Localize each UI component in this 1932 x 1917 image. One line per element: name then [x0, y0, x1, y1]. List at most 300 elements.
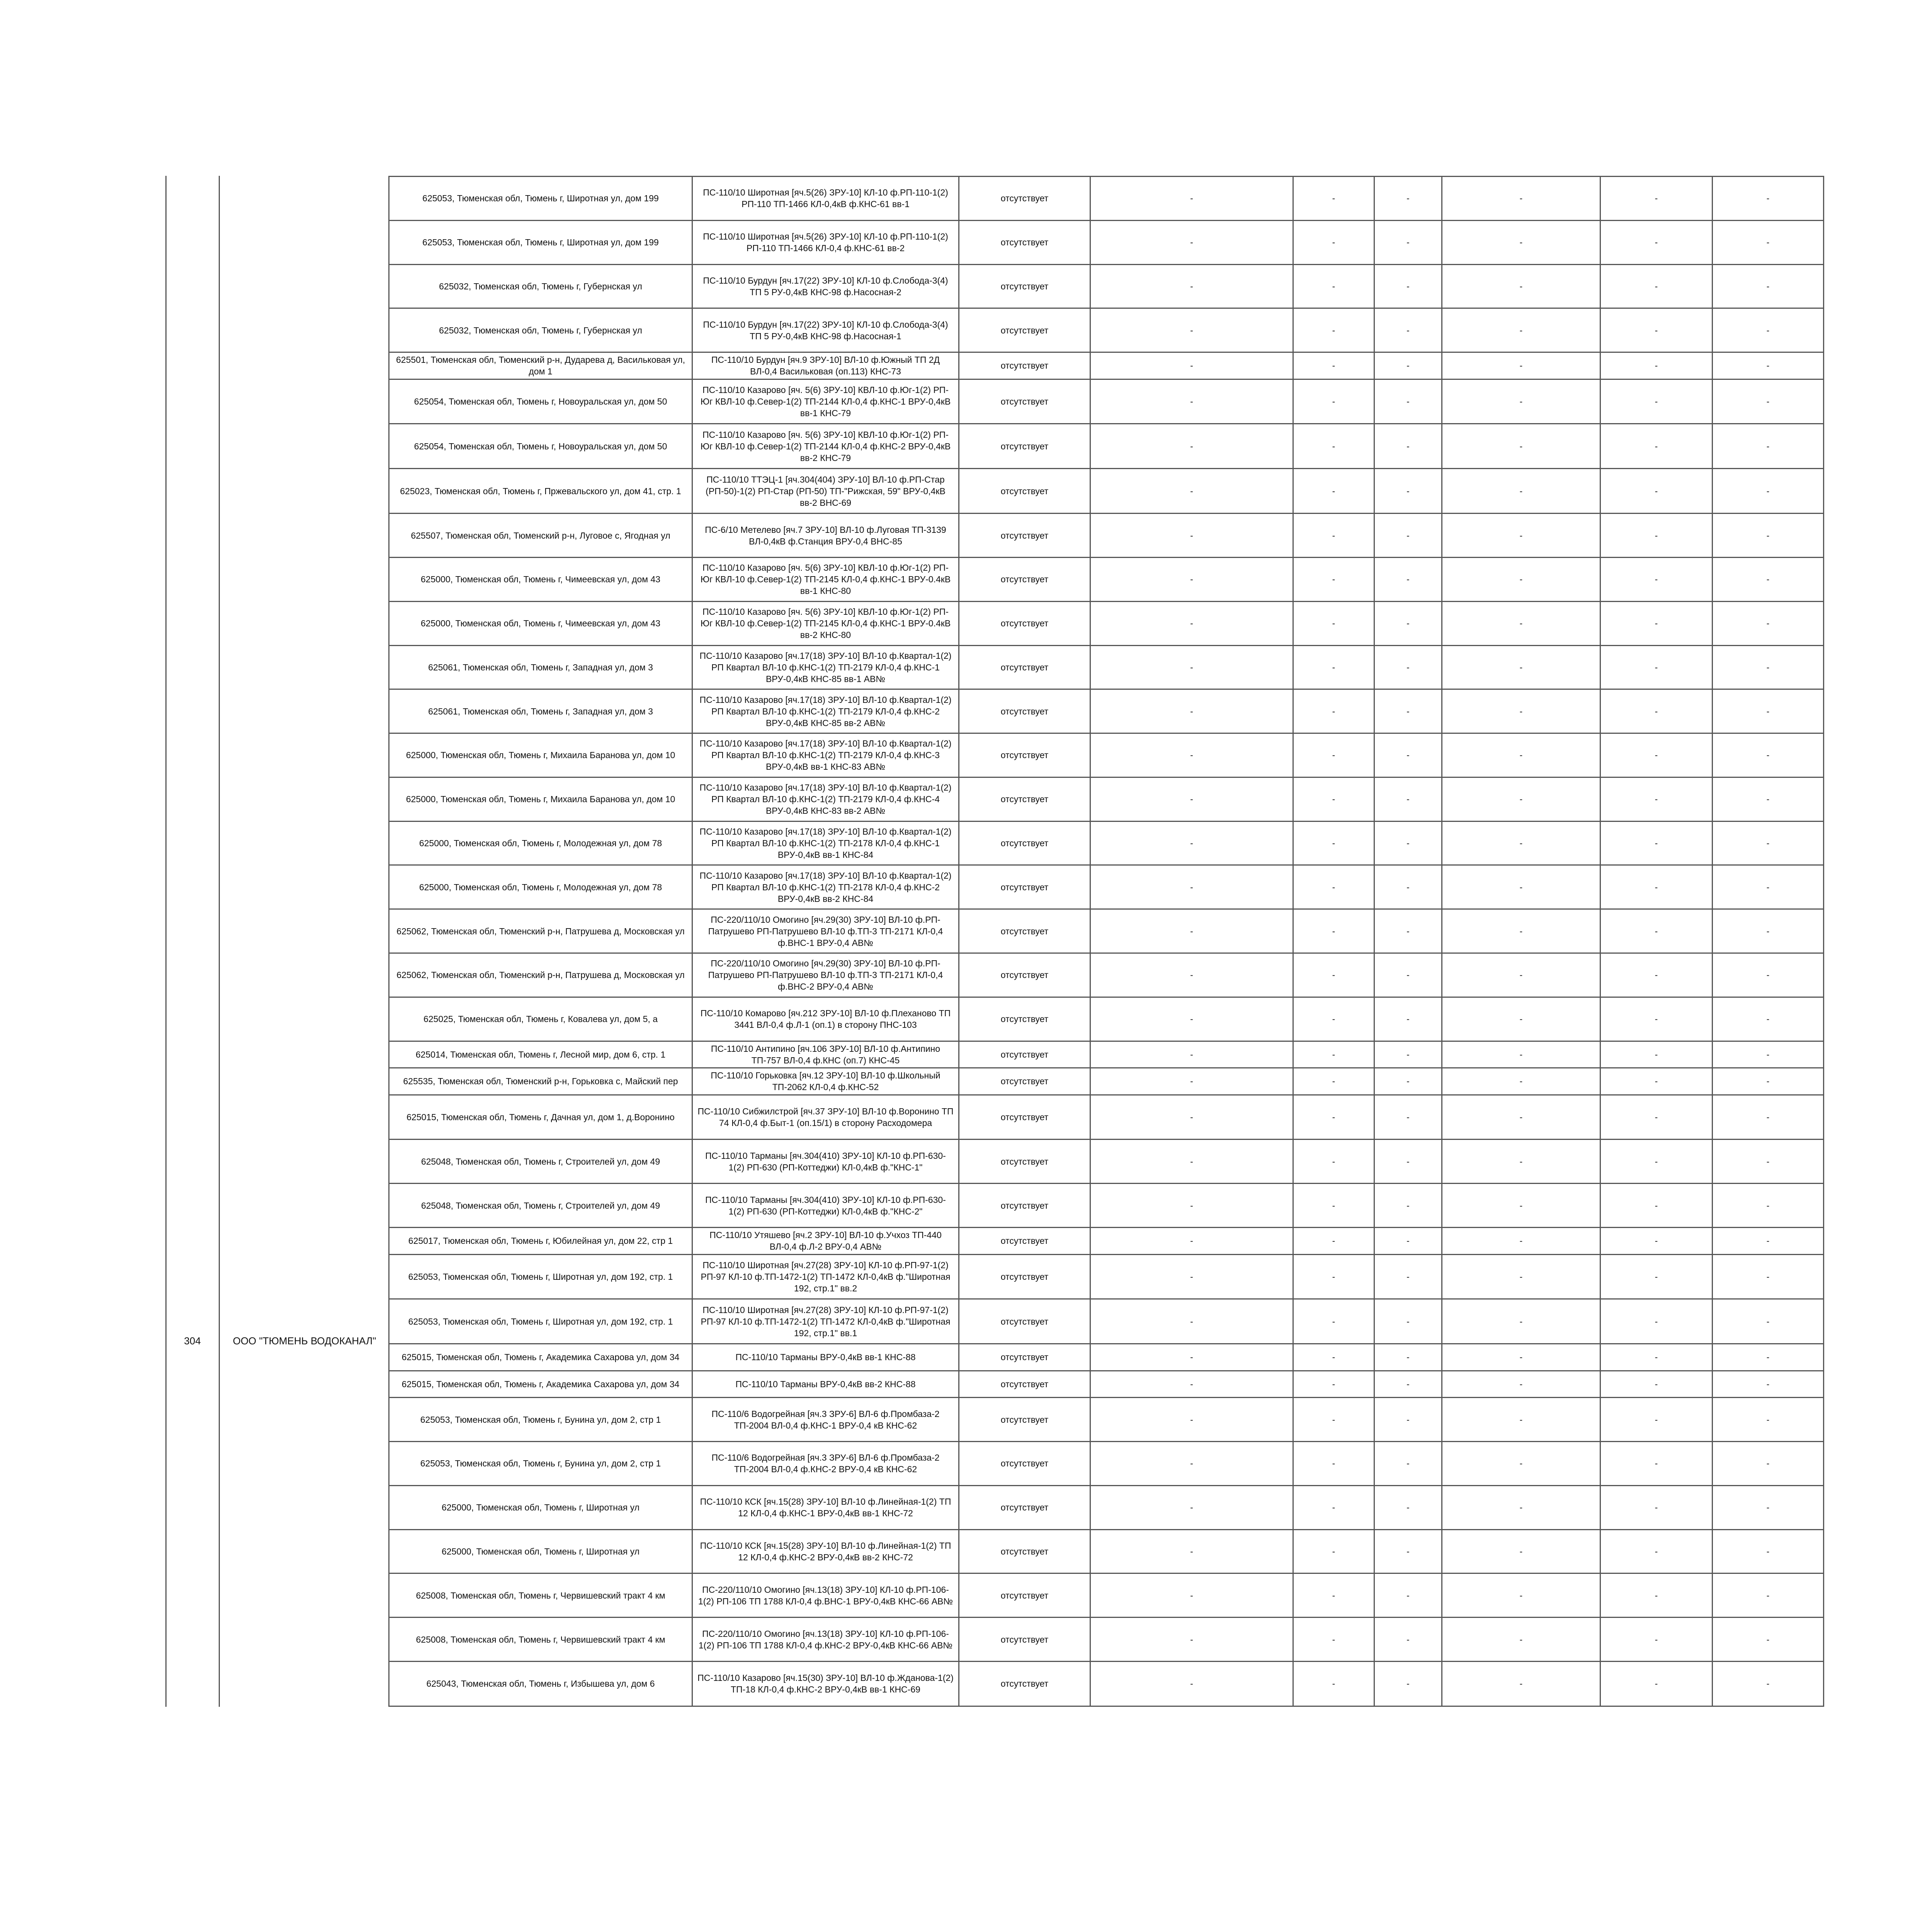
status-cell: отсутствует: [959, 909, 1090, 953]
empty-value-cell: -: [1442, 645, 1600, 689]
status-cell: отсутствует: [959, 1228, 1090, 1254]
connection-cell: ПС-110/10 Казарово [яч.17(18) ЗРУ-10] ВЛ-10 ф.Квартал-1(2) РП Квартал ВЛ-10 ф.КНС-1(2) ТП-2179 КЛ-0,4 ф.КНС-4 ВРУ-0,4кВ КНС-83 вв-2 АВ№: [692, 777, 959, 821]
empty-value-cell: -: [1442, 1095, 1600, 1140]
address-cell: 625501, Тюменская обл, Тюменский р-н, Дударева д, Васильковая ул, дом 1: [389, 352, 692, 379]
empty-value-cell: -: [1374, 1068, 1442, 1095]
connection-cell: ПС-110/10 Казарово [яч. 5(6) ЗРУ-10] КВЛ-10 ф.Юг-1(2) РП-Юг КВЛ-10 ф.Север-1(2) ТП-2144 КЛ-0,4 ф.КНС-2 ВРУ-0,4кВ вв-2 КНС-79: [692, 424, 959, 469]
connection-cell: ПС-110/6 Водогрейная [яч.3 ЗРУ-6] ВЛ-6 ф.Промбаза-2 ТП-2004 ВЛ-0,4 ф.КНС-2 ВРУ-0,4 кВ КНС-62: [692, 1441, 959, 1485]
empty-value-cell: -: [1090, 514, 1293, 558]
table-body: [389, 177, 1824, 1706]
empty-value-cell: -: [1374, 379, 1442, 424]
empty-value-cell: -: [1293, 1371, 1374, 1397]
connection-cell: ПС-110/10 Широтная [яч.5(26) ЗРУ-10] КЛ-10 ф.РП-110-1(2) РП-110 ТП-1466 КЛ-0,4кВ ф.КНС-61 вв-1: [692, 177, 959, 221]
connection-cell: ПС-110/10 Тарманы ВРУ-0,4кВ вв-2 КНС-88: [692, 1371, 959, 1397]
empty-value-cell: -: [1442, 1184, 1600, 1228]
empty-value-cell: -: [1293, 352, 1374, 379]
empty-value-cell: -: [1090, 1618, 1293, 1662]
empty-value-cell: -: [1713, 1254, 1824, 1299]
empty-value-cell: -: [1442, 1661, 1600, 1706]
table-row: [389, 1485, 1824, 1529]
table-row: [389, 1184, 1824, 1228]
empty-value-cell: -: [1374, 1184, 1442, 1228]
empty-value-cell: -: [1442, 1254, 1600, 1299]
status-cell: отсутствует: [959, 689, 1090, 733]
empty-value-cell: -: [1713, 1041, 1824, 1068]
empty-value-cell: -: [1293, 1398, 1374, 1442]
empty-value-cell: -: [1293, 865, 1374, 909]
empty-value-cell: -: [1090, 1344, 1293, 1371]
empty-value-cell: -: [1293, 733, 1374, 777]
empty-value-cell: -: [1090, 424, 1293, 469]
address-cell: 625061, Тюменская обл, Тюмень г, Западная ул, дом 3: [389, 689, 692, 733]
empty-value-cell: -: [1442, 777, 1600, 821]
empty-value-cell: -: [1713, 1140, 1824, 1184]
empty-value-cell: -: [1374, 1041, 1442, 1068]
status-cell: отсутствует: [959, 1140, 1090, 1184]
empty-value-cell: -: [1442, 1618, 1600, 1662]
connection-cell: ПС-110/10 Казарово [яч.15(30) ЗРУ-10] ВЛ-10 ф.Жданова-1(2) ТП-18 КЛ-0,4 ф.КНС-2 ВРУ-0,4кВ вв-1 КНС-69: [692, 1661, 959, 1706]
empty-value-cell: -: [1442, 953, 1600, 997]
table-row: [389, 1573, 1824, 1618]
table-row: [389, 1441, 1824, 1485]
address-cell: 625062, Тюменская обл, Тюменский р-н, Патрушева д, Московская ул: [389, 909, 692, 953]
connection-cell: ПС-110/10 Тарманы [яч.304(410) ЗРУ-10] КЛ-10 ф.РП-630-1(2) РП-630 (РП-Коттеджи) КЛ-0,4кВ ф."КНС-1": [692, 1140, 959, 1184]
empty-value-cell: -: [1600, 424, 1713, 469]
empty-value-cell: -: [1374, 264, 1442, 308]
empty-value-cell: -: [1442, 1299, 1600, 1344]
connection-cell: ПС-110/10 Широтная [яч.5(26) ЗРУ-10] КЛ-10 ф.РП-110-1(2) РП-110 ТП-1466 КЛ-0,4 ф.КНС-61 вв-2: [692, 220, 959, 264]
address-cell: 625053, Тюменская обл, Тюмень г, Широтная ул, дом 192, стр. 1: [389, 1299, 692, 1344]
empty-value-cell: -: [1090, 953, 1293, 997]
status-cell: отсутствует: [959, 1661, 1090, 1706]
empty-value-cell: -: [1090, 777, 1293, 821]
empty-value-cell: -: [1713, 909, 1824, 953]
empty-value-cell: -: [1090, 379, 1293, 424]
table-row: [389, 220, 1824, 264]
empty-value-cell: -: [1090, 1661, 1293, 1706]
table-row: [389, 469, 1824, 514]
empty-value-cell: -: [1600, 1254, 1713, 1299]
left-border-line-1: [165, 176, 167, 1707]
empty-value-cell: -: [1600, 689, 1713, 733]
connection-cell: ПС-110/10 Комарово [яч.212 ЗРУ-10] ВЛ-10 ф.Плеханово ТП 3441 ВЛ-0,4 ф.Л-1 (оп.1) в сторону ПНС-103: [692, 997, 959, 1041]
status-cell: отсутствует: [959, 777, 1090, 821]
status-cell: отсутствует: [959, 264, 1090, 308]
empty-value-cell: -: [1374, 1485, 1442, 1529]
address-cell: 625000, Тюменская обл, Тюмень г, Широтная ул: [389, 1485, 692, 1529]
empty-value-cell: -: [1374, 865, 1442, 909]
address-cell: 625017, Тюменская обл, Тюмень г, Юбилейная ул, дом 22, стр 1: [389, 1228, 692, 1254]
empty-value-cell: -: [1442, 469, 1600, 514]
connection-cell: ПС-110/10 КСК [яч.15(28) ЗРУ-10] ВЛ-10 ф.Линейная-1(2) ТП 12 КЛ-0,4 ф.КНС-2 ВРУ-0,4кВ вв-2 КНС-72: [692, 1529, 959, 1573]
connection-cell: ПС-110/10 Сибжилстрой [яч.37 ЗРУ-10] ВЛ-10 ф.Воронино ТП 74 КЛ-0,4 ф.Быт-1 (оп.15/1) в сторону Расходомера: [692, 1095, 959, 1140]
status-cell: отсутствует: [959, 1041, 1090, 1068]
address-cell: 625008, Тюменская обл, Тюмень г, Червишевский тракт 4 км: [389, 1618, 692, 1662]
table-row: [389, 352, 1824, 379]
empty-value-cell: -: [1293, 1228, 1374, 1254]
empty-value-cell: -: [1374, 1299, 1442, 1344]
connection-cell: ПС-110/10 Казарово [яч. 5(6) ЗРУ-10] КВЛ-10 ф.Юг-1(2) РП-Юг КВЛ-10 ф.Север-1(2) ТП-2145 КЛ-0,4 ф.КНС-1 ВРУ-0.4кВ вв-2 КНС-80: [692, 601, 959, 645]
table-row: [389, 1068, 1824, 1095]
table-row: [389, 1140, 1824, 1184]
connection-cell: ПС-110/10 Казарово [яч.17(18) ЗРУ-10] ВЛ-10 ф.Квартал-1(2) РП Квартал ВЛ-10 ф.КНС-1(2) ТП-2179 КЛ-0,4 ф.КНС-3 ВРУ-0,4кВ вв-1 КНС-83 АВ№: [692, 733, 959, 777]
empty-value-cell: -: [1090, 264, 1293, 308]
empty-value-cell: -: [1293, 909, 1374, 953]
empty-value-cell: -: [1293, 821, 1374, 865]
empty-value-cell: -: [1293, 1618, 1374, 1662]
table-row: [389, 1254, 1824, 1299]
connection-cell: ПС-110/10 Бурдун [яч.17(22) ЗРУ-10] КЛ-10 ф.Слобода-3(4) ТП 5 РУ-0,4кВ КНС-98 ф.Насосная-2: [692, 264, 959, 308]
table-row: [389, 1661, 1824, 1706]
empty-value-cell: -: [1600, 997, 1713, 1041]
status-cell: отсутствует: [959, 953, 1090, 997]
address-cell: 625000, Тюменская обл, Тюмень г, Чимеевская ул, дом 43: [389, 601, 692, 645]
empty-value-cell: -: [1600, 777, 1713, 821]
connection-cell: ПС-110/10 КСК [яч.15(28) ЗРУ-10] ВЛ-10 ф.Линейная-1(2) ТП 12 КЛ-0,4 ф.КНС-1 ВРУ-0,4кВ вв-1 КНС-72: [692, 1485, 959, 1529]
table-row: [389, 689, 1824, 733]
table-row: [389, 557, 1824, 601]
empty-value-cell: -: [1090, 220, 1293, 264]
empty-value-cell: -: [1293, 953, 1374, 997]
status-cell: отсутствует: [959, 1095, 1090, 1140]
address-cell: 625008, Тюменская обл, Тюмень г, Червишевский тракт 4 км: [389, 1573, 692, 1618]
connection-cell: ПС-110/10 Казарово [яч.17(18) ЗРУ-10] ВЛ-10 ф.Квартал-1(2) РП Квартал ВЛ-10 ф.КНС-1(2) ТП-2178 КЛ-0,4 ф.КНС-2 ВРУ-0,4кВ вв-2 КНС-84: [692, 865, 959, 909]
empty-value-cell: -: [1713, 1661, 1824, 1706]
empty-value-cell: -: [1293, 997, 1374, 1041]
left-border-line-2: [219, 176, 220, 1707]
empty-value-cell: -: [1713, 1398, 1824, 1442]
empty-value-cell: -: [1374, 1529, 1442, 1573]
status-cell: отсутствует: [959, 865, 1090, 909]
connection-cell: ПС-220/110/10 Омогино [яч.13(18) ЗРУ-10] КЛ-10 ф.РП-106-1(2) РП-106 ТП 1788 КЛ-0,4 ф.КНС-2 ВРУ-0,4кВ КНС-66 АВ№: [692, 1618, 959, 1662]
empty-value-cell: -: [1293, 177, 1374, 221]
empty-value-cell: -: [1600, 352, 1713, 379]
empty-value-cell: -: [1442, 821, 1600, 865]
empty-value-cell: -: [1293, 264, 1374, 308]
table-row: [389, 514, 1824, 558]
empty-value-cell: -: [1600, 909, 1713, 953]
address-cell: 625000, Тюменская обл, Тюмень г, Михаила Баранова ул, дом 10: [389, 733, 692, 777]
empty-value-cell: -: [1600, 514, 1713, 558]
empty-value-cell: -: [1713, 1184, 1824, 1228]
empty-value-cell: -: [1442, 379, 1600, 424]
empty-value-cell: -: [1293, 1485, 1374, 1529]
empty-value-cell: -: [1374, 821, 1442, 865]
empty-value-cell: -: [1374, 469, 1442, 514]
empty-value-cell: -: [1374, 1254, 1442, 1299]
empty-value-cell: -: [1713, 777, 1824, 821]
empty-value-cell: -: [1090, 1299, 1293, 1344]
empty-value-cell: -: [1374, 601, 1442, 645]
empty-value-cell: -: [1600, 469, 1713, 514]
status-cell: отсутствует: [959, 1299, 1090, 1344]
empty-value-cell: -: [1442, 177, 1600, 221]
status-cell: отсутствует: [959, 1441, 1090, 1485]
empty-value-cell: -: [1293, 514, 1374, 558]
empty-value-cell: -: [1713, 645, 1824, 689]
empty-value-cell: -: [1713, 733, 1824, 777]
table-row: [389, 1398, 1824, 1442]
empty-value-cell: -: [1374, 1398, 1442, 1442]
empty-value-cell: -: [1293, 220, 1374, 264]
empty-value-cell: -: [1293, 557, 1374, 601]
address-cell: 625000, Тюменская обл, Тюмень г, Чимеевская ул, дом 43: [389, 557, 692, 601]
connection-cell: ПС-220/110/10 Омогино [яч.29(30) ЗРУ-10] ВЛ-10 ф.РП-Патрушево РП-Патрушево ВЛ-10 ф.ТП-3 ТП-2171 КЛ-0,4 ф.ВНС-2 ВРУ-0,4 АВ№: [692, 953, 959, 997]
connection-cell: ПС-110/10 Казарово [яч.17(18) ЗРУ-10] ВЛ-10 ф.Квартал-1(2) РП Квартал ВЛ-10 ф.КНС-1(2) ТП-2179 КЛ-0,4 ф.КНС-2 ВРУ-0,4кВ КНС-85 вв-2 АВ№: [692, 689, 959, 733]
empty-value-cell: -: [1374, 514, 1442, 558]
status-cell: отсутствует: [959, 352, 1090, 379]
empty-value-cell: -: [1713, 997, 1824, 1041]
empty-value-cell: -: [1090, 909, 1293, 953]
empty-value-cell: -: [1600, 1398, 1713, 1442]
status-cell: отсутствует: [959, 821, 1090, 865]
address-cell: 625025, Тюменская обл, Тюмень г, Ковалева ул, дом 5, а: [389, 997, 692, 1041]
empty-value-cell: -: [1293, 1441, 1374, 1485]
address-cell: 625014, Тюменская обл, Тюмень г, Лесной мир, дом 6, стр. 1: [389, 1041, 692, 1068]
empty-value-cell: -: [1090, 865, 1293, 909]
connection-cell: ПС-110/10 Казарово [яч. 5(6) ЗРУ-10] КВЛ-10 ф.Юг-1(2) РП-Юг КВЛ-10 ф.Север-1(2) ТП-2145 КЛ-0,4 ф.КНС-1 ВРУ-0.4кВ вв-1 КНС-80: [692, 557, 959, 601]
empty-value-cell: -: [1442, 1140, 1600, 1184]
empty-value-cell: -: [1600, 953, 1713, 997]
status-cell: отсутствует: [959, 1344, 1090, 1371]
empty-value-cell: -: [1713, 220, 1824, 264]
table-row: [389, 865, 1824, 909]
empty-value-cell: -: [1600, 1485, 1713, 1529]
empty-value-cell: -: [1374, 1371, 1442, 1397]
address-cell: 625048, Тюменская обл, Тюмень г, Строителей ул, дом 49: [389, 1184, 692, 1228]
empty-value-cell: -: [1442, 909, 1600, 953]
address-cell: 625053, Тюменская обл, Тюмень г, Широтная ул, дом 199: [389, 177, 692, 221]
status-cell: отсутствует: [959, 1068, 1090, 1095]
table-row: [389, 1371, 1824, 1397]
table-row: [389, 264, 1824, 308]
empty-value-cell: -: [1442, 308, 1600, 352]
empty-value-cell: -: [1713, 1573, 1824, 1618]
connection-cell: ПС-110/10 Казарово [яч.17(18) ЗРУ-10] ВЛ-10 ф.Квартал-1(2) РП Квартал ВЛ-10 ф.КНС-1(2) ТП-2178 КЛ-0,4 ф.КНС-1 ВРУ-0,4кВ вв-1 КНС-84: [692, 821, 959, 865]
empty-value-cell: -: [1600, 1299, 1713, 1344]
empty-value-cell: -: [1293, 689, 1374, 733]
empty-value-cell: -: [1713, 177, 1824, 221]
table-row: [389, 601, 1824, 645]
empty-value-cell: -: [1600, 1068, 1713, 1095]
empty-value-cell: -: [1442, 1441, 1600, 1485]
connection-cell: ПС-110/10 Казарово [яч. 5(6) ЗРУ-10] КВЛ-10 ф.Юг-1(2) РП-Юг КВЛ-10 ф.Север-1(2) ТП-2144 КЛ-0,4 ф.КНС-1 ВРУ-0,4кВ вв-1 КНС-79: [692, 379, 959, 424]
address-cell: 625043, Тюменская обл, Тюмень г, Избышева ул, дом 6: [389, 1661, 692, 1706]
empty-value-cell: -: [1713, 1485, 1824, 1529]
connection-cell: ПС-6/10 Метелево [яч.7 ЗРУ-10] ВЛ-10 ф.Луговая ТП-3139 ВЛ-0,4кВ ф.Станция ВРУ-0,4 ВНС-85: [692, 514, 959, 558]
empty-value-cell: -: [1600, 557, 1713, 601]
empty-value-cell: -: [1090, 1398, 1293, 1442]
empty-value-cell: -: [1442, 1041, 1600, 1068]
status-cell: отсутствует: [959, 1529, 1090, 1573]
empty-value-cell: -: [1713, 1344, 1824, 1371]
empty-value-cell: -: [1713, 821, 1824, 865]
address-cell: 625015, Тюменская обл, Тюмень г, Академика Сахарова ул, дом 34: [389, 1344, 692, 1371]
status-cell: отсутствует: [959, 308, 1090, 352]
empty-value-cell: -: [1090, 1184, 1293, 1228]
address-cell: 625053, Тюменская обл, Тюмень г, Широтная ул, дом 192, стр. 1: [389, 1254, 692, 1299]
empty-value-cell: -: [1442, 424, 1600, 469]
empty-value-cell: -: [1713, 1529, 1824, 1573]
address-cell: 625015, Тюменская обл, Тюмень г, Академика Сахарова ул, дом 34: [389, 1371, 692, 1397]
address-cell: 625048, Тюменская обл, Тюмень г, Строителей ул, дом 49: [389, 1140, 692, 1184]
empty-value-cell: -: [1713, 424, 1824, 469]
empty-value-cell: -: [1374, 220, 1442, 264]
empty-value-cell: -: [1442, 514, 1600, 558]
empty-value-cell: -: [1600, 1184, 1713, 1228]
address-cell: 625000, Тюменская обл, Тюмень г, Молодежная ул, дом 78: [389, 865, 692, 909]
empty-value-cell: -: [1713, 379, 1824, 424]
status-cell: отсутствует: [959, 1485, 1090, 1529]
status-cell: отсутствует: [959, 557, 1090, 601]
address-cell: 625032, Тюменская обл, Тюмень г, Губернская ул: [389, 264, 692, 308]
empty-value-cell: -: [1374, 1140, 1442, 1184]
empty-value-cell: -: [1293, 1254, 1374, 1299]
empty-value-cell: -: [1713, 1371, 1824, 1397]
status-cell: отсутствует: [959, 1371, 1090, 1397]
empty-value-cell: -: [1374, 177, 1442, 221]
connection-cell: ПС-110/10 Антипино [яч.106 ЗРУ-10] ВЛ-10 ф.Антипино ТП-757 ВЛ-0,4 ф.КНС (оп.7) КНС-45: [692, 1041, 959, 1068]
table-row: [389, 1299, 1824, 1344]
empty-value-cell: -: [1090, 645, 1293, 689]
status-cell: отсутствует: [959, 601, 1090, 645]
table-row: [389, 1618, 1824, 1662]
entry-number: 304: [184, 1335, 201, 1347]
empty-value-cell: -: [1090, 689, 1293, 733]
connection-cell: ПС-110/10 Утяшево [яч.2 ЗРУ-10] ВЛ-10 ф.Учхоз ТП-440 ВЛ-0,4 ф.Л-2 ВРУ-0,4 АВ№: [692, 1228, 959, 1254]
empty-value-cell: -: [1713, 557, 1824, 601]
empty-value-cell: -: [1374, 1573, 1442, 1618]
table-row: [389, 1529, 1824, 1573]
status-cell: отсутствует: [959, 220, 1090, 264]
empty-value-cell: -: [1442, 1371, 1600, 1397]
empty-value-cell: -: [1713, 352, 1824, 379]
connection-cell: ПС-110/10 Широтная [яч.27(28) ЗРУ-10] КЛ-10 ф.РП-97-1(2) РП-97 КЛ-10 ф.ТП-1472-1(2) ТП-1472 КЛ-0,4кВ ф."Широтная 192, стр.1" вв.1: [692, 1299, 959, 1344]
empty-value-cell: -: [1442, 1068, 1600, 1095]
empty-value-cell: -: [1600, 1344, 1713, 1371]
empty-value-cell: -: [1293, 379, 1374, 424]
connection-cell: ПС-110/10 Горьковка [яч.12 ЗРУ-10] ВЛ-10 ф.Школьный ТП-2062 КЛ-0,4 ф.КНС-52: [692, 1068, 959, 1095]
table-row: [389, 1095, 1824, 1140]
organization-name: ООО "ТЮМЕНЬ ВОДОКАНАЛ": [233, 1335, 376, 1347]
empty-value-cell: -: [1293, 1095, 1374, 1140]
connection-cell: ПС-110/10 Бурдун [яч.17(22) ЗРУ-10] КЛ-10 ф.Слобода-3(4) ТП 5 РУ-0,4кВ КНС-98 ф.Насосная-1: [692, 308, 959, 352]
empty-value-cell: -: [1442, 352, 1600, 379]
status-cell: отсутствует: [959, 1184, 1090, 1228]
empty-value-cell: -: [1090, 601, 1293, 645]
table-row: [389, 909, 1824, 953]
empty-value-cell: -: [1600, 1441, 1713, 1485]
empty-value-cell: -: [1293, 1529, 1374, 1573]
empty-value-cell: -: [1600, 1573, 1713, 1618]
empty-value-cell: -: [1090, 1095, 1293, 1140]
empty-value-cell: -: [1713, 601, 1824, 645]
empty-value-cell: -: [1713, 514, 1824, 558]
empty-value-cell: -: [1442, 601, 1600, 645]
address-cell: 625000, Тюменская обл, Тюмень г, Михаила Баранова ул, дом 10: [389, 777, 692, 821]
address-cell: 625053, Тюменская обл, Тюмень г, Широтная ул, дом 199: [389, 220, 692, 264]
table-row: [389, 177, 1824, 221]
empty-value-cell: -: [1600, 1228, 1713, 1254]
empty-value-cell: -: [1600, 308, 1713, 352]
connection-cell: ПС-220/110/10 Омогино [яч.29(30) ЗРУ-10] ВЛ-10 ф.РП-Патрушево РП-Патрушево ВЛ-10 ф.ТП-3 ТП-2171 КЛ-0,4 ф.ВНС-1 ВРУ-0,4 АВ№: [692, 909, 959, 953]
empty-value-cell: -: [1442, 865, 1600, 909]
empty-value-cell: -: [1713, 953, 1824, 997]
connection-cell: ПС-110/10 Казарово [яч.17(18) ЗРУ-10] ВЛ-10 ф.Квартал-1(2) РП Квартал ВЛ-10 ф.КНС-1(2) ТП-2179 КЛ-0,4 ф.КНС-1 ВРУ-0,4кВ КНС-85 вв-1 АВ№: [692, 645, 959, 689]
empty-value-cell: -: [1293, 1041, 1374, 1068]
empty-value-cell: -: [1442, 1398, 1600, 1442]
empty-value-cell: -: [1713, 865, 1824, 909]
connection-cell: ПС-110/10 Широтная [яч.27(28) ЗРУ-10] КЛ-10 ф.РП-97-1(2) РП-97 КЛ-10 ф.ТП-1472-1(2) ТП-1472 КЛ-0,4кВ ф."Широтная 192, стр.1" вв.2: [692, 1254, 959, 1299]
empty-value-cell: -: [1090, 308, 1293, 352]
empty-value-cell: -: [1090, 1529, 1293, 1573]
empty-value-cell: -: [1442, 733, 1600, 777]
empty-value-cell: -: [1600, 733, 1713, 777]
status-cell: отсутствует: [959, 733, 1090, 777]
empty-value-cell: -: [1600, 379, 1713, 424]
table-row: [389, 777, 1824, 821]
table-row: [389, 1041, 1824, 1068]
table-row: [389, 1228, 1824, 1254]
empty-value-cell: -: [1713, 1068, 1824, 1095]
address-cell: 625032, Тюменская обл, Тюмень г, Губернская ул: [389, 308, 692, 352]
status-cell: отсутствует: [959, 379, 1090, 424]
empty-value-cell: -: [1374, 1095, 1442, 1140]
connection-cell: ПС-110/6 Водогрейная [яч.3 ЗРУ-6] ВЛ-6 ф.Промбаза-2 ТП-2004 ВЛ-0,4 ф.КНС-1 ВРУ-0,4 кВ КНС-62: [692, 1398, 959, 1442]
empty-value-cell: -: [1600, 865, 1713, 909]
empty-value-cell: -: [1090, 1228, 1293, 1254]
empty-value-cell: -: [1293, 1344, 1374, 1371]
connection-cell: ПС-110/10 ТТЭЦ-1 [яч.304(404) ЗРУ-10] ВЛ-10 ф.РП-Стар (РП-50)-1(2) РП-Стар (РП-50) ТП-"Рижская, 59" ВРУ-0,4кВ вв-2 ВНС-69: [692, 469, 959, 514]
address-cell: 625053, Тюменская обл, Тюмень г, Бунина ул, дом 2, стр 1: [389, 1398, 692, 1442]
empty-value-cell: -: [1713, 469, 1824, 514]
address-cell: 625062, Тюменская обл, Тюменский р-н, Патрушева д, Московская ул: [389, 953, 692, 997]
connection-cell: ПС-220/110/10 Омогино [яч.13(18) ЗРУ-10] КЛ-10 ф.РП-106-1(2) РП-106 ТП 1788 КЛ-0,4 ф.ВНС-1 ВРУ-0,4кВ КНС-66 АВ№: [692, 1573, 959, 1618]
empty-value-cell: -: [1374, 1228, 1442, 1254]
connection-cell: ПС-110/10 Бурдун [яч.9 ЗРУ-10] ВЛ-10 ф.Южный ТП 2Д ВЛ-0,4 Васильковая (оп.113) КНС-73: [692, 352, 959, 379]
connection-cell: ПС-110/10 Тарманы ВРУ-0,4кВ вв-1 КНС-88: [692, 1344, 959, 1371]
empty-value-cell: -: [1090, 733, 1293, 777]
empty-value-cell: -: [1090, 1441, 1293, 1485]
empty-value-cell: -: [1374, 997, 1442, 1041]
empty-value-cell: -: [1442, 997, 1600, 1041]
empty-value-cell: -: [1713, 264, 1824, 308]
table-row: [389, 1344, 1824, 1371]
empty-value-cell: -: [1090, 1485, 1293, 1529]
empty-value-cell: -: [1293, 424, 1374, 469]
empty-value-cell: -: [1293, 601, 1374, 645]
empty-value-cell: -: [1442, 1344, 1600, 1371]
address-cell: 625000, Тюменская обл, Тюмень г, Широтная ул: [389, 1529, 692, 1573]
empty-value-cell: -: [1090, 821, 1293, 865]
empty-value-cell: -: [1713, 1228, 1824, 1254]
empty-value-cell: -: [1090, 1573, 1293, 1618]
empty-value-cell: -: [1713, 308, 1824, 352]
empty-value-cell: -: [1713, 1299, 1824, 1344]
table-row: [389, 645, 1824, 689]
empty-value-cell: -: [1442, 1573, 1600, 1618]
empty-value-cell: -: [1374, 1344, 1442, 1371]
empty-value-cell: -: [1442, 264, 1600, 308]
empty-value-cell: -: [1293, 777, 1374, 821]
table-row: [389, 953, 1824, 997]
empty-value-cell: -: [1600, 1140, 1713, 1184]
empty-value-cell: -: [1374, 953, 1442, 997]
address-cell: 625000, Тюменская обл, Тюмень г, Молодежная ул, дом 78: [389, 821, 692, 865]
status-cell: отсутствует: [959, 469, 1090, 514]
empty-value-cell: -: [1600, 1661, 1713, 1706]
empty-value-cell: -: [1374, 689, 1442, 733]
